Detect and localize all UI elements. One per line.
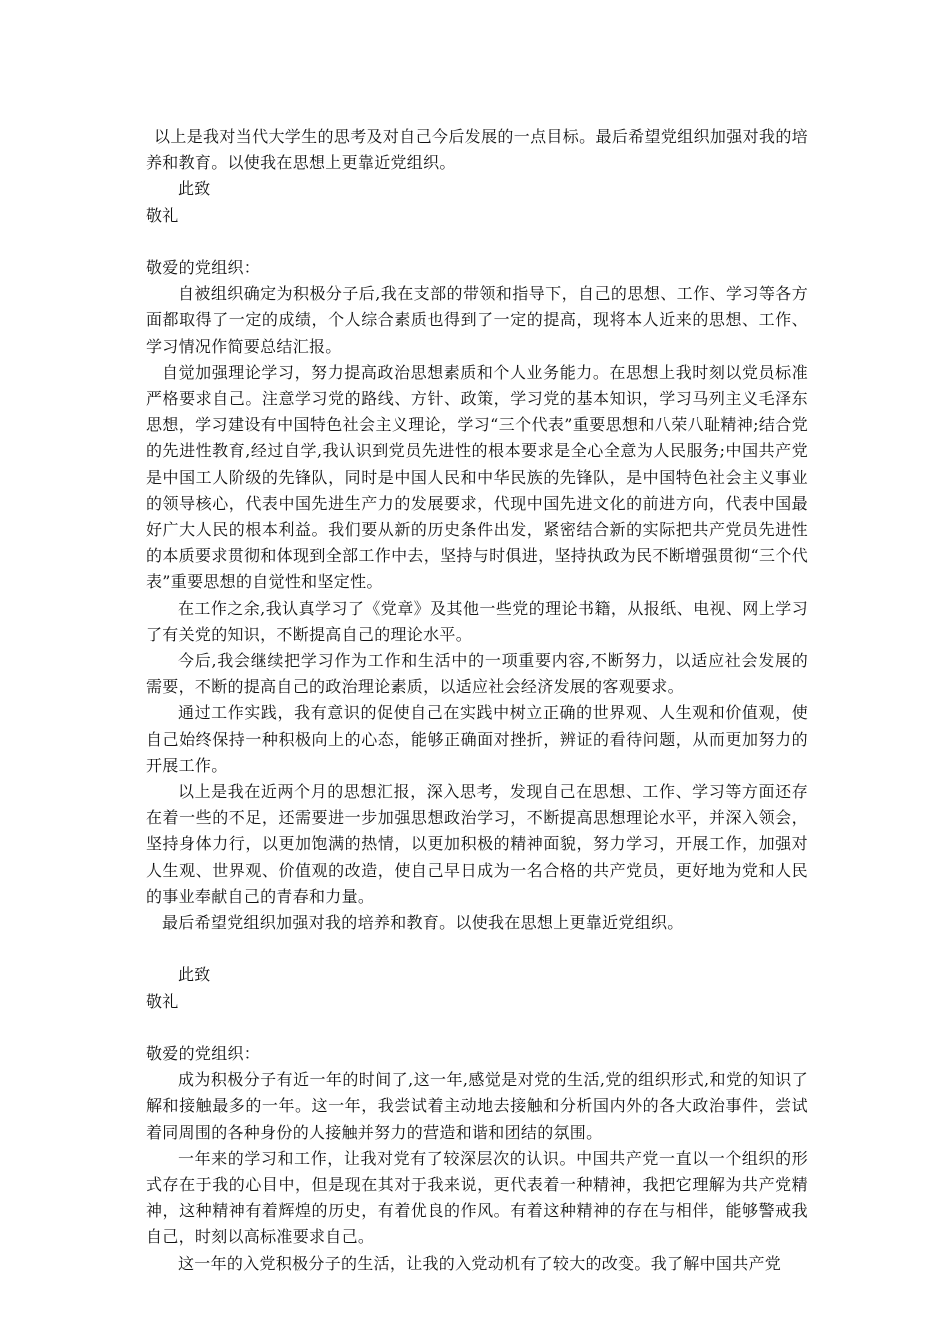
body-paragraph: 这一年的入党积极分子的生活，让我的入党动机有了较大的改变。我了解中国共产党 — [178, 1253, 782, 1273]
body-paragraph: 在工作之余,我认真学习了《党章》及其他一些党的理论书籍，从报纸、电视、网上学习了有关党的知识，不断提高自己的理论水平。 — [146, 598, 808, 644]
closing-jingli: 敬礼 — [146, 205, 179, 225]
blank-line — [146, 229, 808, 255]
body-paragraph: 自被组织确定为积极分子后,我在支部的带领和指导下，自己的思想、工作、学习等各方面都取得了一定的成绩，个人综合素质也得到了一定的提高，现将本人近来的思想、工作、学习情况作简要总结汇报。 — [146, 284, 808, 356]
salutation: 敬爱的党组织： — [146, 1044, 261, 1064]
body-paragraph: 成为积极分子有近一年的时间了,这一年,感觉是对党的生活,党的组织形式,和党的知识了解和接触最多的一年。这一年，我尝试着主动地去接触和分析国内外的各大政治事件，尝试着同周围的各种身份的人接触并努力的营造和谐和团结的氛围。 — [146, 1070, 808, 1142]
body-paragraph: 今后,我会继续把学习作为工作和生活中的一项重要内容,不断努力，以适应社会发展的需要，不断的提高自己的政治理论素质，以适应社会经济发展的客观要求。 — [146, 651, 808, 697]
closing-cizhi: 此致 — [178, 179, 211, 199]
blank-line — [146, 1015, 808, 1041]
body-paragraph: 自觉加强理论学习，努力提高政治思想素质和个人业务能力。在思想上我时刻以党员标准严格要求自己。注意学习党的路线、方针、政策，学习党的基本知识，学习马列主义毛泽东思想，学习建设有中国特色社会主义理论，学习“三个代表”重要思想和八荣八耻精神;结合党的先进性教育,经过自学,我认识到党员先进性的根本要求是全心全意为人民服务;中国共产党是中国工人阶级的先锋队，同时是中国人民和中华民族的先锋队，是中国特色社会主义事业的领导核心，代表中国先进生产力的发展要求，代现中国先进文化的前进方向，代表中国最好广大人民的根本利益。我们要从新的历史条件出发，紧密结合新的实际把共产党员先进性的本质要求贯彻和体现到全部工作中去，坚持与时俱进，坚持执政为民不断增强贯彻“三个代表”重要思想的自觉性和坚定性。 — [146, 362, 808, 592]
body-paragraph: 通过工作实践，我有意识的促使自己在实践中树立正确的世界观、人生观和价值观，使自己始终保持一种积极向上的心态，能够正确面对挫折，辨证的看待问题，从而更加努力的开展工作。 — [146, 703, 808, 775]
salutation: 敬爱的党组织： — [146, 258, 261, 277]
blank-line — [146, 936, 808, 962]
closing-jingli: 敬礼 — [146, 991, 179, 1011]
body-paragraph: 一年来的学习和工作，让我对党有了较深层次的认识。中国共产党一直以一个组织的形式存在于我的心目中，但是现在其对于我来说，更代表着一种精神，我把它理解为共产党精神，这种精神有着辉煌的历史，有着优良的作风。有着这种精神的存在与相伴，能够警戒我自己，时刻以高标准要求自己。 — [146, 1148, 808, 1247]
body-paragraph: 最后希望党组织加强对我的培养和教育。以使我在思想上更靠近党组织。 — [162, 913, 684, 933]
closing-paragraph: 以上是我对当代大学生的思考及对自己今后发展的一点目标。最后希望党组织加强对我的培养和教育。以使我在思想上更靠近党组织。 — [146, 127, 808, 173]
document-page — [146, 124, 808, 1277]
closing-cizhi: 此致 — [178, 965, 211, 985]
body-paragraph: 以上是我在近两个月的思想汇报，深入思考，发现自己在思想、工作、学习等方面还存在着一些的不足，还需要进一步加强思想政治学习，不断提高思想理论水平，并深入领会，坚持身体力行，以更加饱满的热情，以更加积极的精神面貌，努力学习，开展工作，加强对人生观、世界观、价值观的改造，使自己早日成为一名合格的共产党员，更好地为党和人民的事业奉献自己的青春和力量。 — [146, 782, 808, 906]
